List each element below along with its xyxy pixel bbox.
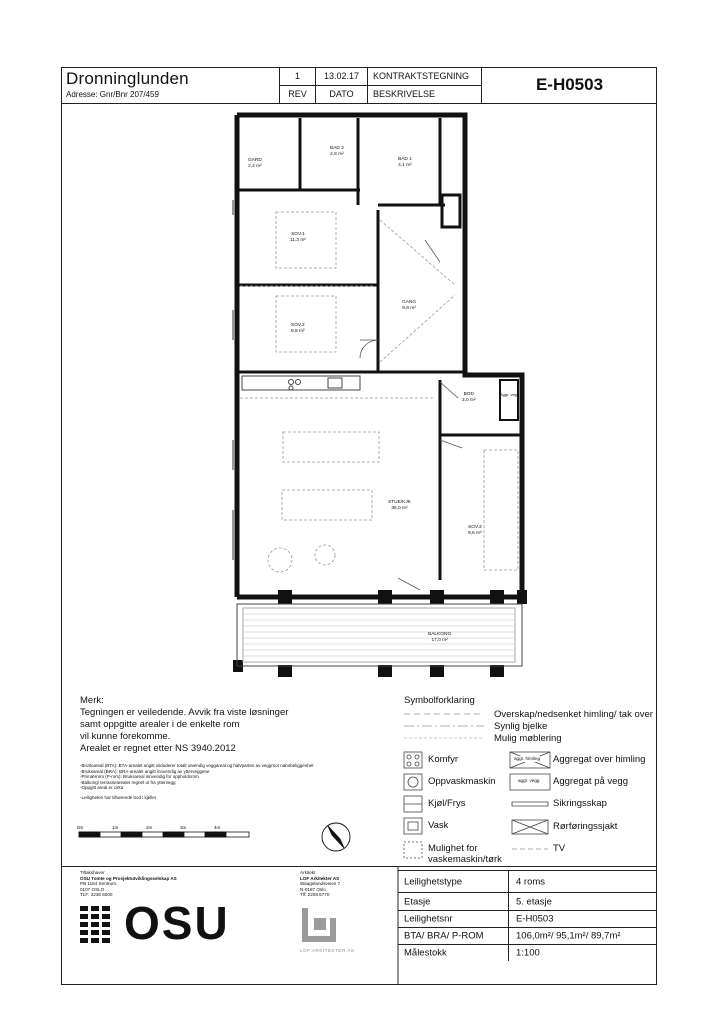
room-stuekjk: STUE/KJK 36,0 m²: [388, 500, 411, 511]
desc-value: KONTRAKTSTEGNING: [368, 67, 481, 86]
rev-label: REV: [288, 89, 307, 99]
owner-block: Tiltakshaver OSU Tomte og Prosjektutviklingsselskap AS PB 1184 Sentrum, 0107 OSLO TLF: 2236 6000: [80, 870, 177, 898]
room-bod: BOD 2,0 m²: [462, 392, 476, 403]
notes-small-2: -Bruksareal (BRA): BRA-arealet angitt innvendig av ytterveggene: [80, 768, 210, 774]
legend-rorforing: Rørføringssjakt: [553, 821, 618, 832]
project-title: Dronninglunden: [66, 69, 189, 88]
legend-kjol: Kjøl/Frys: [428, 798, 466, 809]
notes-title: Merk:: [80, 695, 104, 706]
room-gard: GARD 2,4 m²: [248, 158, 262, 169]
architect-block: Arkitekt LOF Arkitekter AS Waagelandsveien 7 N-0187 Oslo Tlf: 2208 5770: [300, 870, 341, 898]
notes-block: [80, 695, 380, 800]
room-bad1: BAD 1 4,1 m²: [398, 157, 412, 168]
info-row-nr: Leilighetsnr E-H0503: [398, 910, 657, 927]
balcony-decking: [243, 614, 515, 656]
room-sov3: SOV.3 9,6 m²: [468, 525, 482, 536]
room-balkong: BALKONG 17,0 m²: [428, 632, 452, 643]
legend-overskap: Overskap/nedsenket himling/ tak over: [494, 709, 653, 720]
notes-line-1: Tegningen er veiledende. Avvik fra viste løsninger: [80, 707, 289, 718]
balcony: [237, 604, 522, 666]
aggr-vegg-icon-label: aggr. vegg: [518, 778, 540, 783]
lof-logo-text: LOF ARKITEKTER AS: [300, 948, 355, 953]
legend-lines: [404, 714, 484, 738]
scale-label-4: 4m: [214, 825, 221, 830]
kitchen-counter: [242, 376, 360, 390]
notes-small-1: -Bruttoareal (BTA): BTA-arealet angitt inkluderer totalt utvendig veggareal og halvparten av veggmot nabobeliggenhet: [80, 763, 314, 768]
legend-vask: Vask: [428, 820, 449, 831]
legend-oppvask: Oppvaskmaskin: [428, 776, 496, 787]
scale-label-0: 0m: [77, 825, 84, 830]
room-gang: GANG 9,8 m²: [402, 300, 417, 311]
date-value: 13.02.17: [316, 67, 367, 86]
aggr-vegg-label: Aggr. vegg: [500, 392, 520, 397]
legend-komfyr: Komfyr: [428, 754, 459, 765]
project-address: Adresse: Gnr/Bnr 207/459: [66, 90, 159, 99]
legend-moblering: Mulig møblering: [494, 733, 562, 744]
notes-small-6: -Leiligheten har tilhørende bod i kjeller: [80, 794, 157, 800]
info-divider: [508, 870, 509, 961]
legend-title: Symbolforklaring: [404, 695, 475, 706]
notes-line-2: samt oppgitte arealer i de enkelte rom: [80, 719, 240, 730]
info-row-floor: Etasje 5. etasje: [398, 892, 657, 910]
notes-line-4: Arealet er regnet etter NS 3940.2012: [80, 743, 236, 754]
info-row-type: Leilighetstype 4 roms: [398, 870, 657, 892]
room-bad2: BAD 2 2,8 m²: [330, 146, 344, 157]
columns: [233, 590, 527, 677]
lof-logo-mark-icon: [302, 908, 352, 946]
north-arrow-icon: [322, 823, 350, 851]
legend-mulighet-1: Mulighet for: [428, 843, 478, 854]
aggr-himling-icon-label: aggr. himling: [514, 756, 541, 761]
info-row-scale: Målestokk 1:100: [398, 944, 657, 961]
date-label: DATO: [329, 89, 354, 99]
desc-label: BESKRIVELSE: [373, 89, 436, 99]
legend-bjelke: Synlig bjelke: [494, 721, 548, 732]
notes-small-5: -Oppgitt areal er cirka: [80, 785, 124, 790]
scale-label-1: 1m: [112, 825, 119, 830]
notes-line-3: vil kunne forekomme.: [80, 731, 171, 742]
legend-mulighet-2: vaskemaskin/tørk: [428, 854, 502, 865]
osu-logo-mark-icon: [80, 906, 116, 944]
footer: [61, 866, 657, 867]
info-row-area: BTA/ BRA/ P-ROM 106,0m²/ 95,1m²/ 89,7m²: [398, 927, 657, 944]
legend-aggr-vegg: Aggregat på vegg: [553, 776, 629, 787]
notes-small-3: -Primærrom (P-rom): Bruksareal innvendig for oppholdsrom: [80, 774, 199, 779]
notes-small-4: -Balkong/ terrassearealet regnet ut fra yttervegg: [80, 779, 176, 785]
rev-value: 1: [280, 67, 315, 86]
doors: [360, 240, 462, 590]
room-sov2: SOV.2 9,8 m²: [291, 323, 305, 334]
legend-sikring: Sikringsskap: [553, 798, 607, 809]
scale-bar: [79, 832, 249, 837]
osu-logo: OSU: [124, 897, 230, 949]
legend-tv: TV: [553, 843, 566, 854]
legend-aggr-himling: Aggregat over himling: [553, 754, 646, 765]
drawing-code: E-H0503: [535, 75, 604, 94]
scale-label-2: 2m: [146, 825, 153, 830]
scale-label-3: 3m: [180, 825, 187, 830]
room-sov1: SOV.1 11,3 m²: [290, 232, 306, 243]
